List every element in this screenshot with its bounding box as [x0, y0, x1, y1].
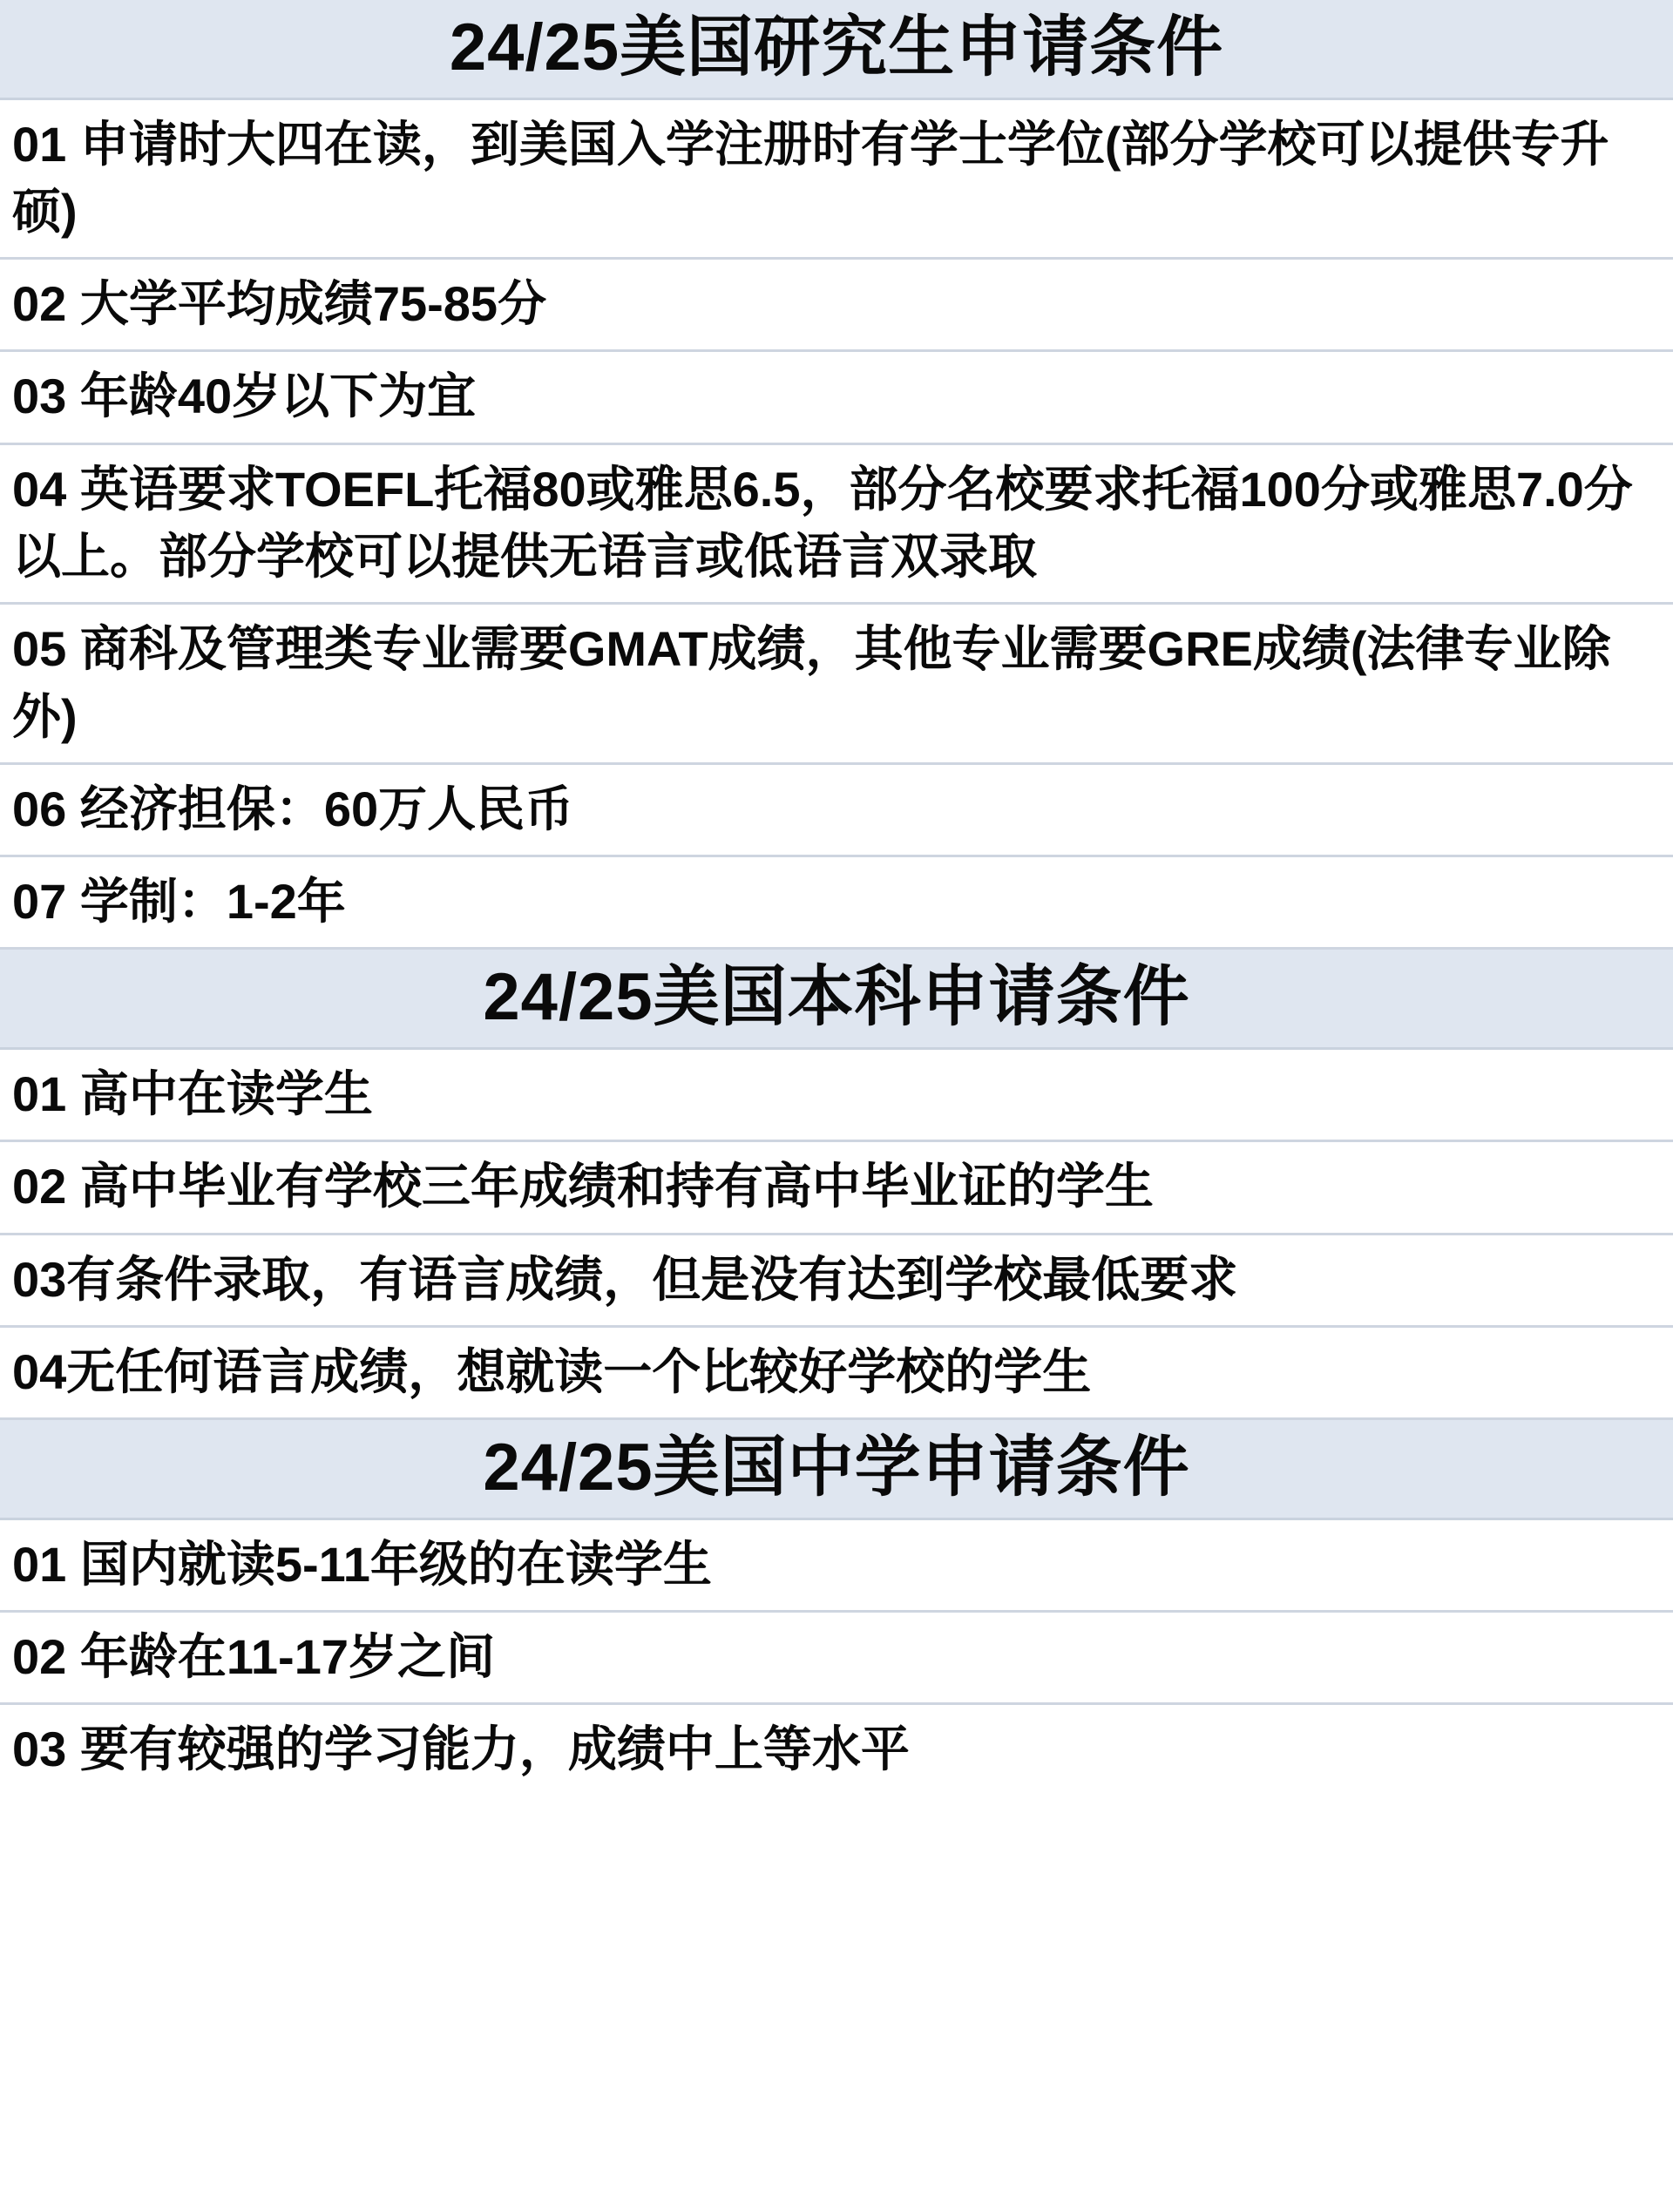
- list-item: 01 高中在读学生: [0, 1050, 1673, 1142]
- list-item: 01 申请时大四在读，到美国入学注册时有学士学位(部分学校可以提供专升硕): [0, 100, 1673, 260]
- list-item: 04 英语要求TOEFL托福80或雅思6.5，部分名校要求托福100分或雅思7.0分以上。部分学校可以提供无语言或低语言双录取: [0, 445, 1673, 605]
- list-item: 02 大学平均成绩75-85分: [0, 260, 1673, 352]
- section-title-middle-school: 24/25美国中学申请条件: [0, 1420, 1673, 1520]
- list-item: 07 学制：1-2年: [0, 857, 1673, 950]
- list-item: 03 年龄40岁以下为宜: [0, 352, 1673, 444]
- list-item: 04无任何语言成绩，想就读一个比较好学校的学生: [0, 1328, 1673, 1420]
- list-item: 05 商科及管理类专业需要GMAT成绩，其他专业需要GRE成绩(法律专业除外): [0, 605, 1673, 765]
- section-title-undergraduate: 24/25美国本科申请条件: [0, 950, 1673, 1050]
- list-item: 03有条件录取，有语言成绩，但是没有达到学校最低要求: [0, 1235, 1673, 1328]
- list-item: 02 高中毕业有学校三年成绩和持有高中毕业证的学生: [0, 1142, 1673, 1235]
- section-title-graduate: 24/25美国研究生申请条件: [0, 0, 1673, 100]
- list-item: 06 经济担保：60万人民币: [0, 765, 1673, 857]
- list-item: 03 要有较强的学习能力，成绩中上等水平: [12, 1722, 910, 1777]
- list-item: 01 国内就读5-11年级的在读学生: [0, 1520, 1673, 1613]
- list-item: 02 年龄在11-17岁之间: [0, 1613, 1673, 1705]
